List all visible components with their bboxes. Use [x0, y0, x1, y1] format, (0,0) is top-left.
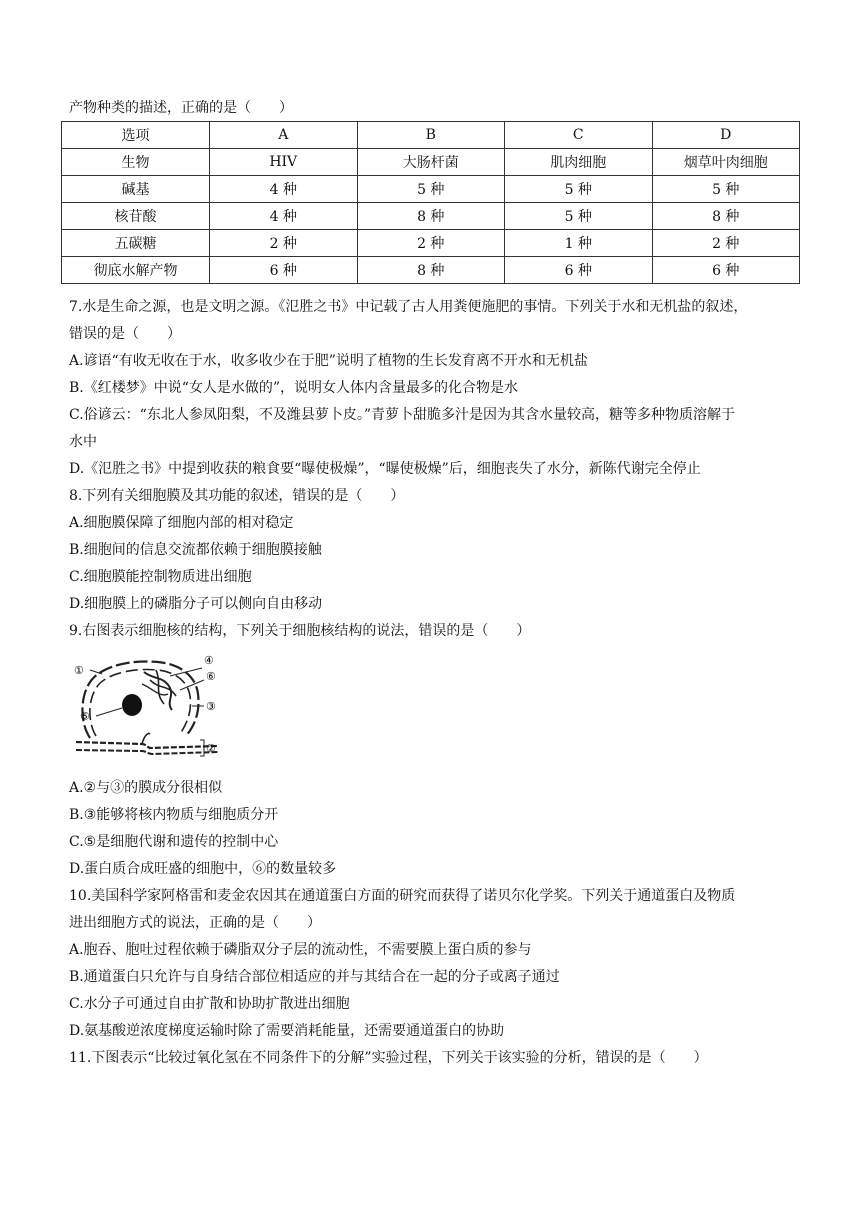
table-row [62, 257, 800, 284]
table-cell: 8 种 [652, 203, 800, 230]
table-cell: 生物 [62, 149, 210, 176]
figure-label-4: ④ [204, 654, 214, 667]
table-cell: 5 种 [505, 176, 653, 203]
table-cell: 碱基 [62, 176, 210, 203]
q10-stem: 10.美国科学家阿格雷和麦金农因其在通道蛋白方面的研究而获得了诺贝尔化学奖。下列关于通道蛋白及物质 [69, 888, 736, 904]
q7-stem: 7.水是生命之源，也是文明之源。《氾胜之书》中记载了古人用粪便施肥的事情。下列关于水和无机盐的叙述， [69, 299, 748, 315]
table-cell: 2 种 [357, 230, 505, 257]
q7-option-c: C.俗谚云：“东北人参凤阳梨，不及潍县萝卜皮。”青萝卜甜脆多汁是因为其含水量较高，糖等多种物质溶解于 [69, 407, 735, 423]
q10-option-b: B.通道蛋白只允许与自身结合部位相适应的并与其结合在一起的分子或离子通过 [69, 969, 560, 985]
q9-option-b: B.③能够将核内物质与细胞质分开 [69, 807, 279, 823]
figure-label-6: ⑥ [206, 670, 216, 683]
table-cell: 5 种 [357, 176, 505, 203]
table-header-cell: C [505, 122, 653, 149]
q7-option-b: B.《红楼梦》中说“女人是水做的”，说明女人体内含量最多的化合物是水 [69, 380, 519, 396]
q9-option-a: A.②与③的膜成分很相似 [69, 780, 223, 796]
q9-option-d: D.蛋白质合成旺盛的细胞中，⑥的数量较多 [69, 861, 337, 877]
table-cell: 4 种 [210, 203, 358, 230]
table-cell: 8 种 [357, 203, 505, 230]
table-cell: 五碳糖 [62, 230, 210, 257]
q7-option-c-cont: 水中 [69, 434, 97, 450]
table-header-cell: B [357, 122, 505, 149]
q7-stem-cont: 错误的是（ ） [69, 326, 181, 342]
q10-option-c: C.水分子可通过自由扩散和协助扩散进出细胞 [69, 996, 350, 1012]
q10-option-d: D.氨基酸逆浓度梯度运输时除了需要消耗能量，还需要通道蛋白的协助 [69, 1023, 505, 1039]
q8-option-a: A.细胞膜保障了细胞内部的相对稳定 [69, 515, 294, 531]
table-cell: 2 种 [652, 230, 800, 257]
options-table [61, 121, 800, 284]
table-cell: 5 种 [505, 203, 653, 230]
q8-stem: 8.下列有关细胞膜及其功能的叙述，错误的是（ ） [69, 488, 405, 504]
table-header-row [62, 122, 800, 149]
table-cell: HIV [210, 149, 358, 176]
table-header-cell: A [210, 122, 358, 149]
figure-label-5: ⑤ [80, 710, 90, 723]
table-row [62, 149, 800, 176]
table-cell: 6 种 [652, 257, 800, 284]
table-row [62, 176, 800, 203]
q8-option-d: D.细胞膜上的磷脂分子可以侧向自由移动 [69, 596, 323, 612]
q10-option-a: A.胞吞、胞吐过程依赖于磷脂双分子层的流动性，不需要膜上蛋白质的参与 [69, 942, 532, 958]
table-row [62, 230, 800, 257]
q6-stem-tail: 产物种类的描述，正确的是（ ） [69, 100, 293, 116]
nucleus-diagram [72, 650, 222, 762]
q8-option-c: C.细胞膜能控制物质进出细胞 [69, 569, 252, 585]
table-cell: 烟草叶肉细胞 [652, 149, 800, 176]
table-header-cell: D [652, 122, 800, 149]
table-cell: 2 种 [210, 230, 358, 257]
figure-label-1: ① [74, 664, 84, 677]
table-cell: 核苷酸 [62, 203, 210, 230]
table-cell: 6 种 [505, 257, 653, 284]
table-cell: 4 种 [210, 176, 358, 203]
figure-label-3: ③ [206, 700, 216, 713]
q11-stem: 11.下图表示“比较过氧化氢在不同条件下的分解”实验过程，下列关于该实验的分析，错误的是（ ） [69, 1050, 708, 1066]
table-header-cell: 选项 [62, 122, 210, 149]
table-cell: 彻底水解产物 [62, 257, 210, 284]
figure-label-2: ② [206, 742, 216, 755]
q10-stem-cont: 进出细胞方式的说法，正确的是（ ） [69, 915, 321, 931]
table-cell: 5 种 [652, 176, 800, 203]
q8-option-b: B.细胞间的信息交流都依赖于细胞膜接触 [69, 542, 322, 558]
table-row [62, 203, 800, 230]
table-cell: 8 种 [357, 257, 505, 284]
q9-option-c: C.⑤是细胞代谢和遗传的控制中心 [69, 834, 279, 850]
q7-option-a: A.谚语“有收无收在于水，收多收少在于肥”说明了植物的生长发育离不开水和无机盐 [69, 353, 588, 369]
table-cell: 肌肉细胞 [505, 149, 653, 176]
table-cell: 1 种 [505, 230, 653, 257]
table-cell: 大肠杆菌 [357, 149, 505, 176]
q7-option-d: D.《氾胜之书》中提到收获的粮食要“曝使极燥”，“曝使极燥”后，细胞丧失了水分，新陈代谢完全停止 [69, 461, 701, 477]
table-cell: 6 种 [210, 257, 358, 284]
q9-stem: 9.右图表示细胞核的结构，下列关于细胞核结构的说法，错误的是（ ） [69, 623, 531, 639]
